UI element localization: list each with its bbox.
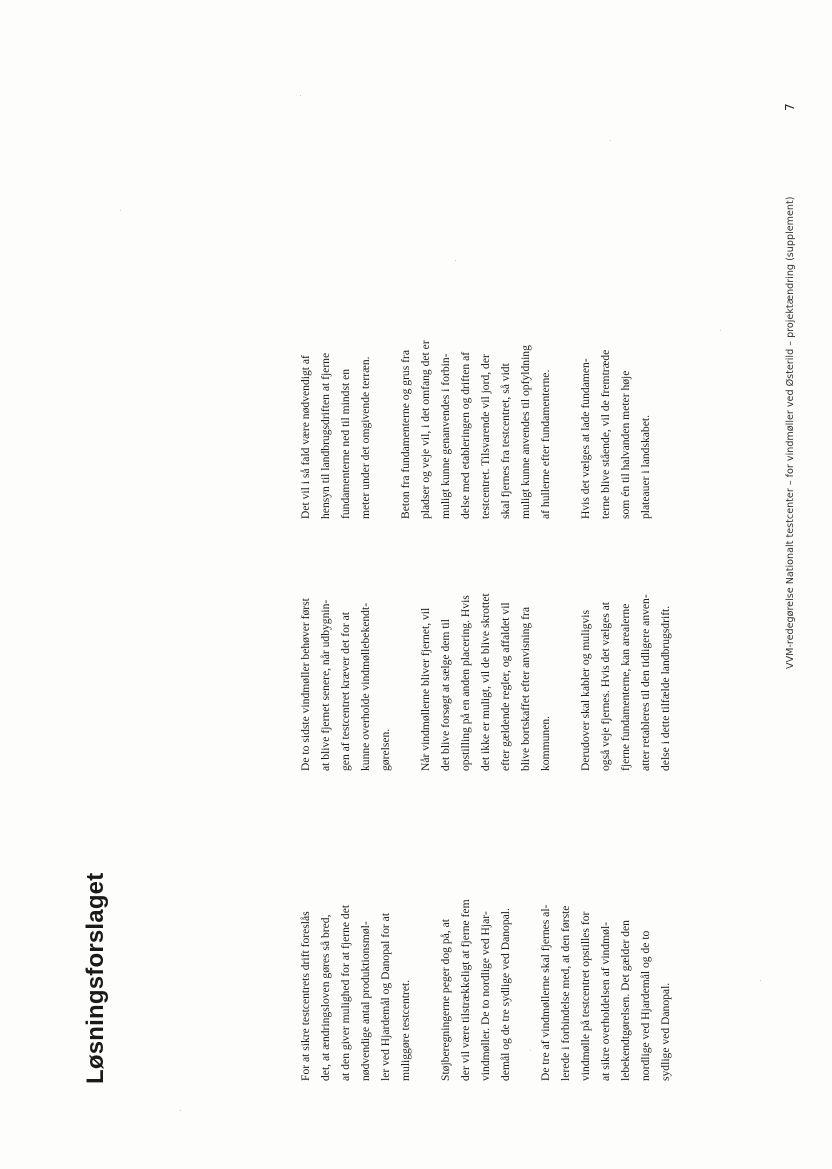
scan-speck [180, 1110, 181, 1111]
text-column-2 [296, 499, 696, 771]
text-column-3 [296, 243, 676, 519]
paragraph: Beton fra fundamenterne og grus fra pladser og veje vil, i det omfang det er muligt kunne genanvendes i forbin- delse med etableringen og driften af testcentret. Tilsvarende vil jord, der skal fjernes fra testcentret, så vidt muligt kunne anvendes til opfyldning af hullerne efter fundamenterne. [399, 340, 552, 519]
scan-speck [300, 95, 301, 96]
page-number: 7 [783, 103, 797, 111]
paragraph: Derudover skal kabler og muligvis også veje fjernes. Hvis det vælges at fjerne fundamenterne, kan arealerne atter retableres til den tidligere anven- delse i dette tilfælde landbrugsdrift. [579, 594, 672, 771]
paragraph: Hvis det vælges at lade fundamen- terne blive stående, vil de fremtræde som én til halvanden meter høje plateauer i landskabet. [579, 349, 652, 519]
scan-speck [120, 210, 121, 211]
text-column-1 [296, 809, 696, 1081]
paragraph: Støjberegningerne peger dog på, at der vil være tilstrækkeligt at fjerne fem vindmøller. De to nordlige ved Hjar- demål og de tre sydlige ved Danopal. [439, 899, 512, 1081]
paragraph: De to sidste vindmøller behøver først at blive fjernet senere, når udbygnin- gen af testcentret kræver det for at kunne overholde vindmøllebekendt- gørelsen. [299, 598, 392, 771]
scan-speck [760, 980, 761, 981]
scan-speck [720, 330, 721, 331]
paragraph: For at sikre testcentrets drift foreslås det, at ændringsloven gøres så bred, at den giver mulighed for at fjerne det nødvendige antal produktionsmøl- ler ved Hjardemål og Danopal for at muliggøre testcentret. [299, 904, 412, 1081]
scan-speck [455, 260, 456, 261]
paragraph: Det vil i så fald være nødvendigt af hensyn til landbrugsdriften at fjerne fundamenterne ned til mindst en meter under det omgivende terræn. [299, 352, 372, 519]
scan-speck [610, 140, 611, 141]
paragraph: Når vindmøllerne bliver fjernet, vil det blive forsøgt at sælge dem til opstilling på en anden placering. Hvis det ikke er muligt, vil de blive skrottet efter gældende regler, og affaldet vil blive bortskaffet efter anvisning fra kommunen. [419, 593, 552, 771]
paragraph: De tre af vindmøllerne skal fjernes al- lerede i forbindelse med, at den første vindmølle på testcentret opstilles for at sikre overholdelsen af vindmøl- lebekendtgørelsen. Det gælder den nordlige ved Hjardemål og de to sydlige ved Danopal. [539, 904, 672, 1081]
running-footer: VVM-redegørelse Nationalt testcenter – for vindmøller ved Østerild – projektændring (supplement) [785, 196, 796, 669]
page-title: Løsningsforslaget [82, 872, 109, 1084]
scan-speck [530, 1050, 531, 1051]
